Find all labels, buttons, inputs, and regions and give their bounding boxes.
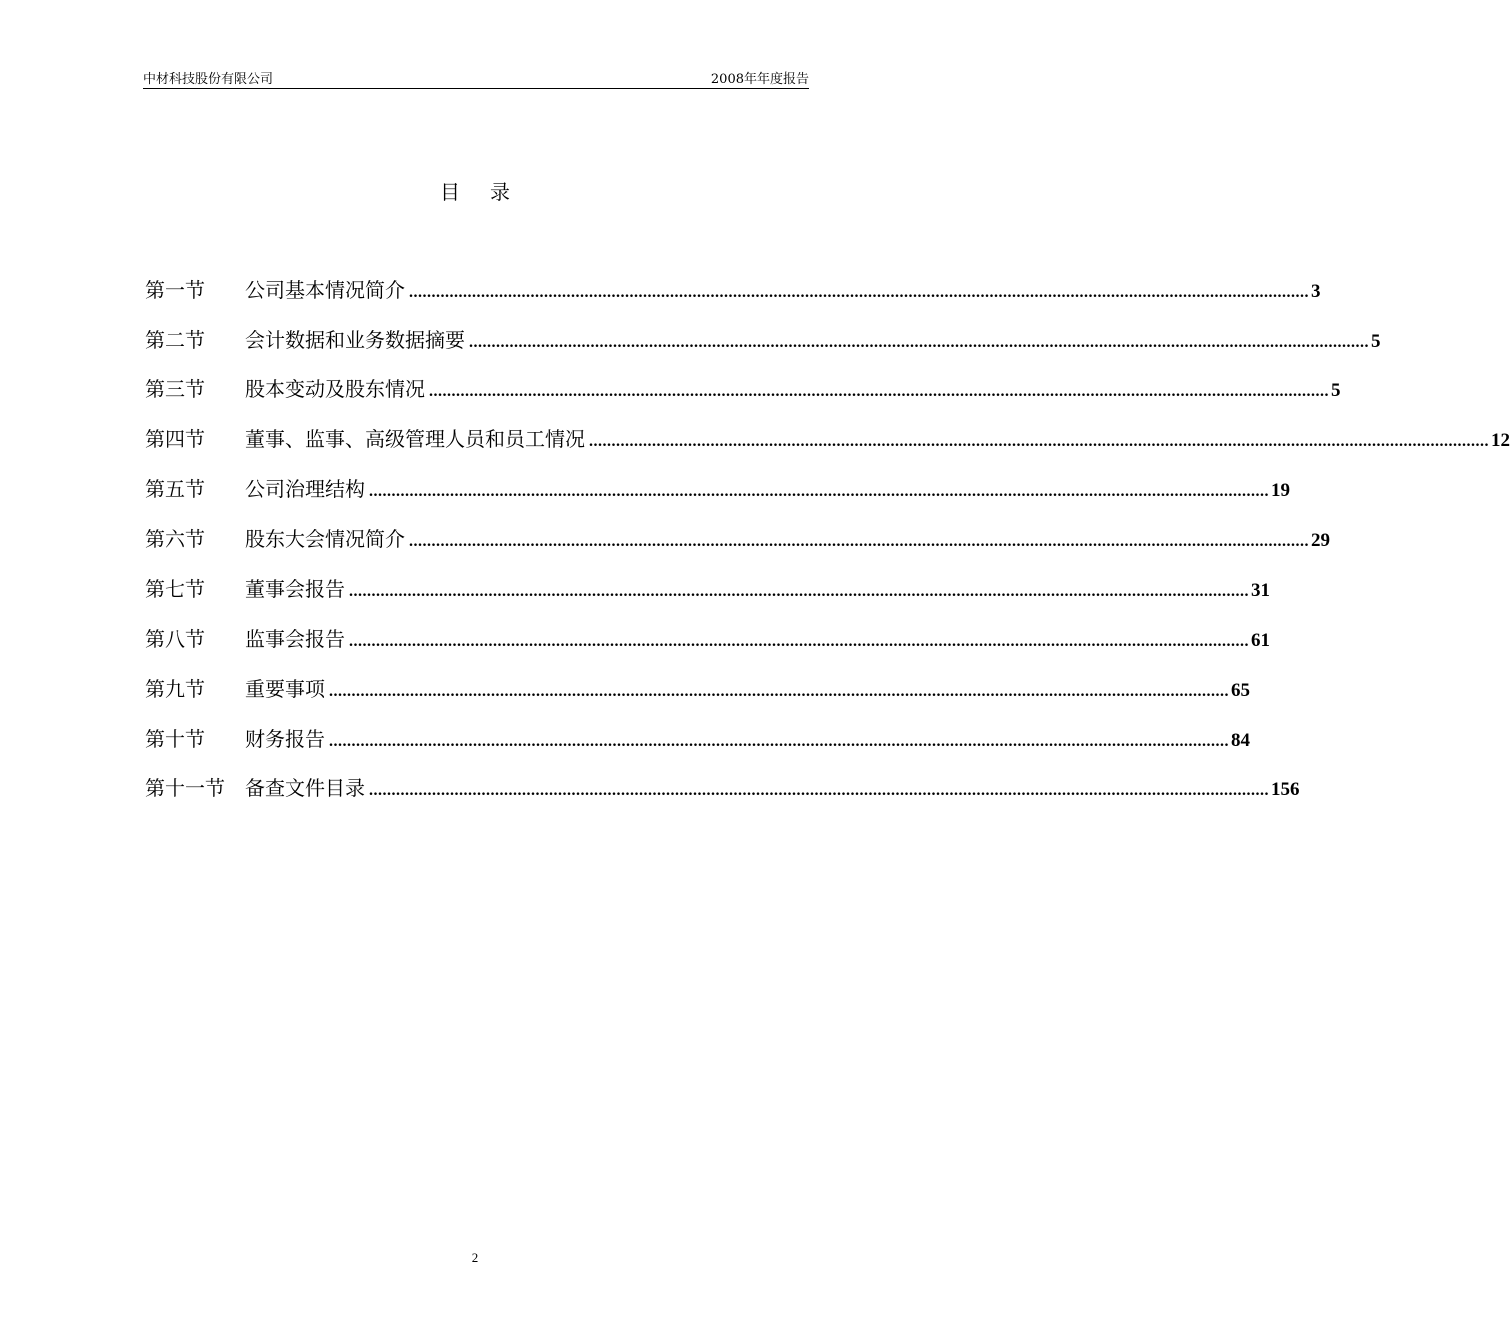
toc-entry[interactable] — [145, 274, 1321, 306]
toc-dot-leader: ........................................................................................................................................................................................................ — [349, 633, 1249, 650]
toc-section-number: 第二节 — [145, 328, 205, 352]
toc-page-number: 5 — [1371, 331, 1381, 352]
toc-section-number: 第十一节 — [145, 776, 225, 800]
toc-heading: 目录 — [440, 180, 540, 204]
toc-dot-leader: ........................................................................................................................................................................................................ — [469, 334, 1369, 351]
toc-dot-leader: ........................................................................................................................................................................................................ — [369, 483, 1269, 500]
toc-section-title: 备查文件目录 — [245, 776, 365, 800]
toc-page-number: 3 — [1311, 281, 1321, 302]
toc-section-number: 第九节 — [145, 677, 205, 701]
toc-page-number: 156 — [1271, 779, 1300, 800]
toc-dot-leader: ........................................................................................................................................................................................................ — [329, 733, 1229, 750]
toc-section-title: 公司基本情况简介 — [245, 278, 405, 302]
toc-section-number: 第八节 — [145, 627, 205, 651]
toc-section-title: 公司治理结构 — [245, 477, 365, 501]
toc-dot-leader: ........................................................................................................................................................................................................ — [409, 284, 1309, 301]
toc-section-number: 第十节 — [145, 727, 205, 751]
toc-page-number: 5 — [1331, 380, 1341, 401]
toc-section-title: 会计数据和业务数据摘要 — [245, 328, 465, 352]
toc-page-number: 61 — [1251, 630, 1270, 651]
toc-dot-leader: ........................................................................................................................................................................................................ — [589, 433, 1489, 450]
toc-entry[interactable] — [145, 673, 1250, 705]
toc-section-number: 第四节 — [145, 427, 205, 451]
toc-page-number: 29 — [1311, 530, 1330, 551]
toc-dot-leader: ........................................................................................................................................................................................................ — [369, 782, 1269, 799]
toc-page-number: 19 — [1271, 480, 1290, 501]
toc-section-number: 第六节 — [145, 527, 205, 551]
page-number: 2 — [471, 1250, 479, 1265]
toc-section-number: 第七节 — [145, 577, 205, 601]
toc-entry[interactable] — [145, 473, 1290, 505]
toc-section-title: 财务报告 — [245, 727, 325, 751]
toc-section-number: 第五节 — [145, 477, 205, 501]
page-header — [143, 64, 809, 89]
toc-entry[interactable] — [145, 373, 1341, 405]
toc-section-title: 董事会报告 — [245, 577, 345, 601]
toc-dot-leader: ........................................................................................................................................................................................................ — [409, 533, 1309, 550]
toc-section-title: 监事会报告 — [245, 627, 345, 651]
toc-entry[interactable] — [145, 623, 1270, 655]
toc-page-number: 84 — [1231, 730, 1250, 751]
toc-dot-leader: ........................................................................................................................................................................................................ — [349, 583, 1249, 600]
toc-entry[interactable] — [145, 573, 1270, 605]
toc-entry[interactable] — [145, 523, 1330, 555]
toc-page-number: 65 — [1231, 680, 1250, 701]
toc-page-number: 31 — [1251, 580, 1270, 601]
toc-entry[interactable] — [145, 324, 1381, 356]
toc-section-number: 第一节 — [145, 278, 205, 302]
toc-section-title: 股东大会情况简介 — [245, 527, 405, 551]
toc-section-title: 股本变动及股东情况 — [245, 377, 425, 401]
toc-dot-leader: ........................................................................................................................................................................................................ — [429, 383, 1329, 400]
toc-dot-leader: ........................................................................................................................................................................................................ — [329, 683, 1229, 700]
toc-section-title: 重要事项 — [245, 677, 325, 701]
header-company-name: 中材科技股份有限公司 — [143, 72, 274, 87]
toc-page-number: 12 — [1491, 430, 1510, 451]
toc-section-number: 第三节 — [145, 377, 205, 401]
toc-entry[interactable] — [145, 723, 1250, 755]
header-report-title: 2008年年度报告 — [710, 72, 809, 87]
toc-section-title: 董事、监事、高级管理人员和员工情况 — [245, 427, 585, 451]
toc-entry[interactable] — [145, 772, 1300, 804]
toc-entry[interactable] — [145, 423, 1510, 455]
